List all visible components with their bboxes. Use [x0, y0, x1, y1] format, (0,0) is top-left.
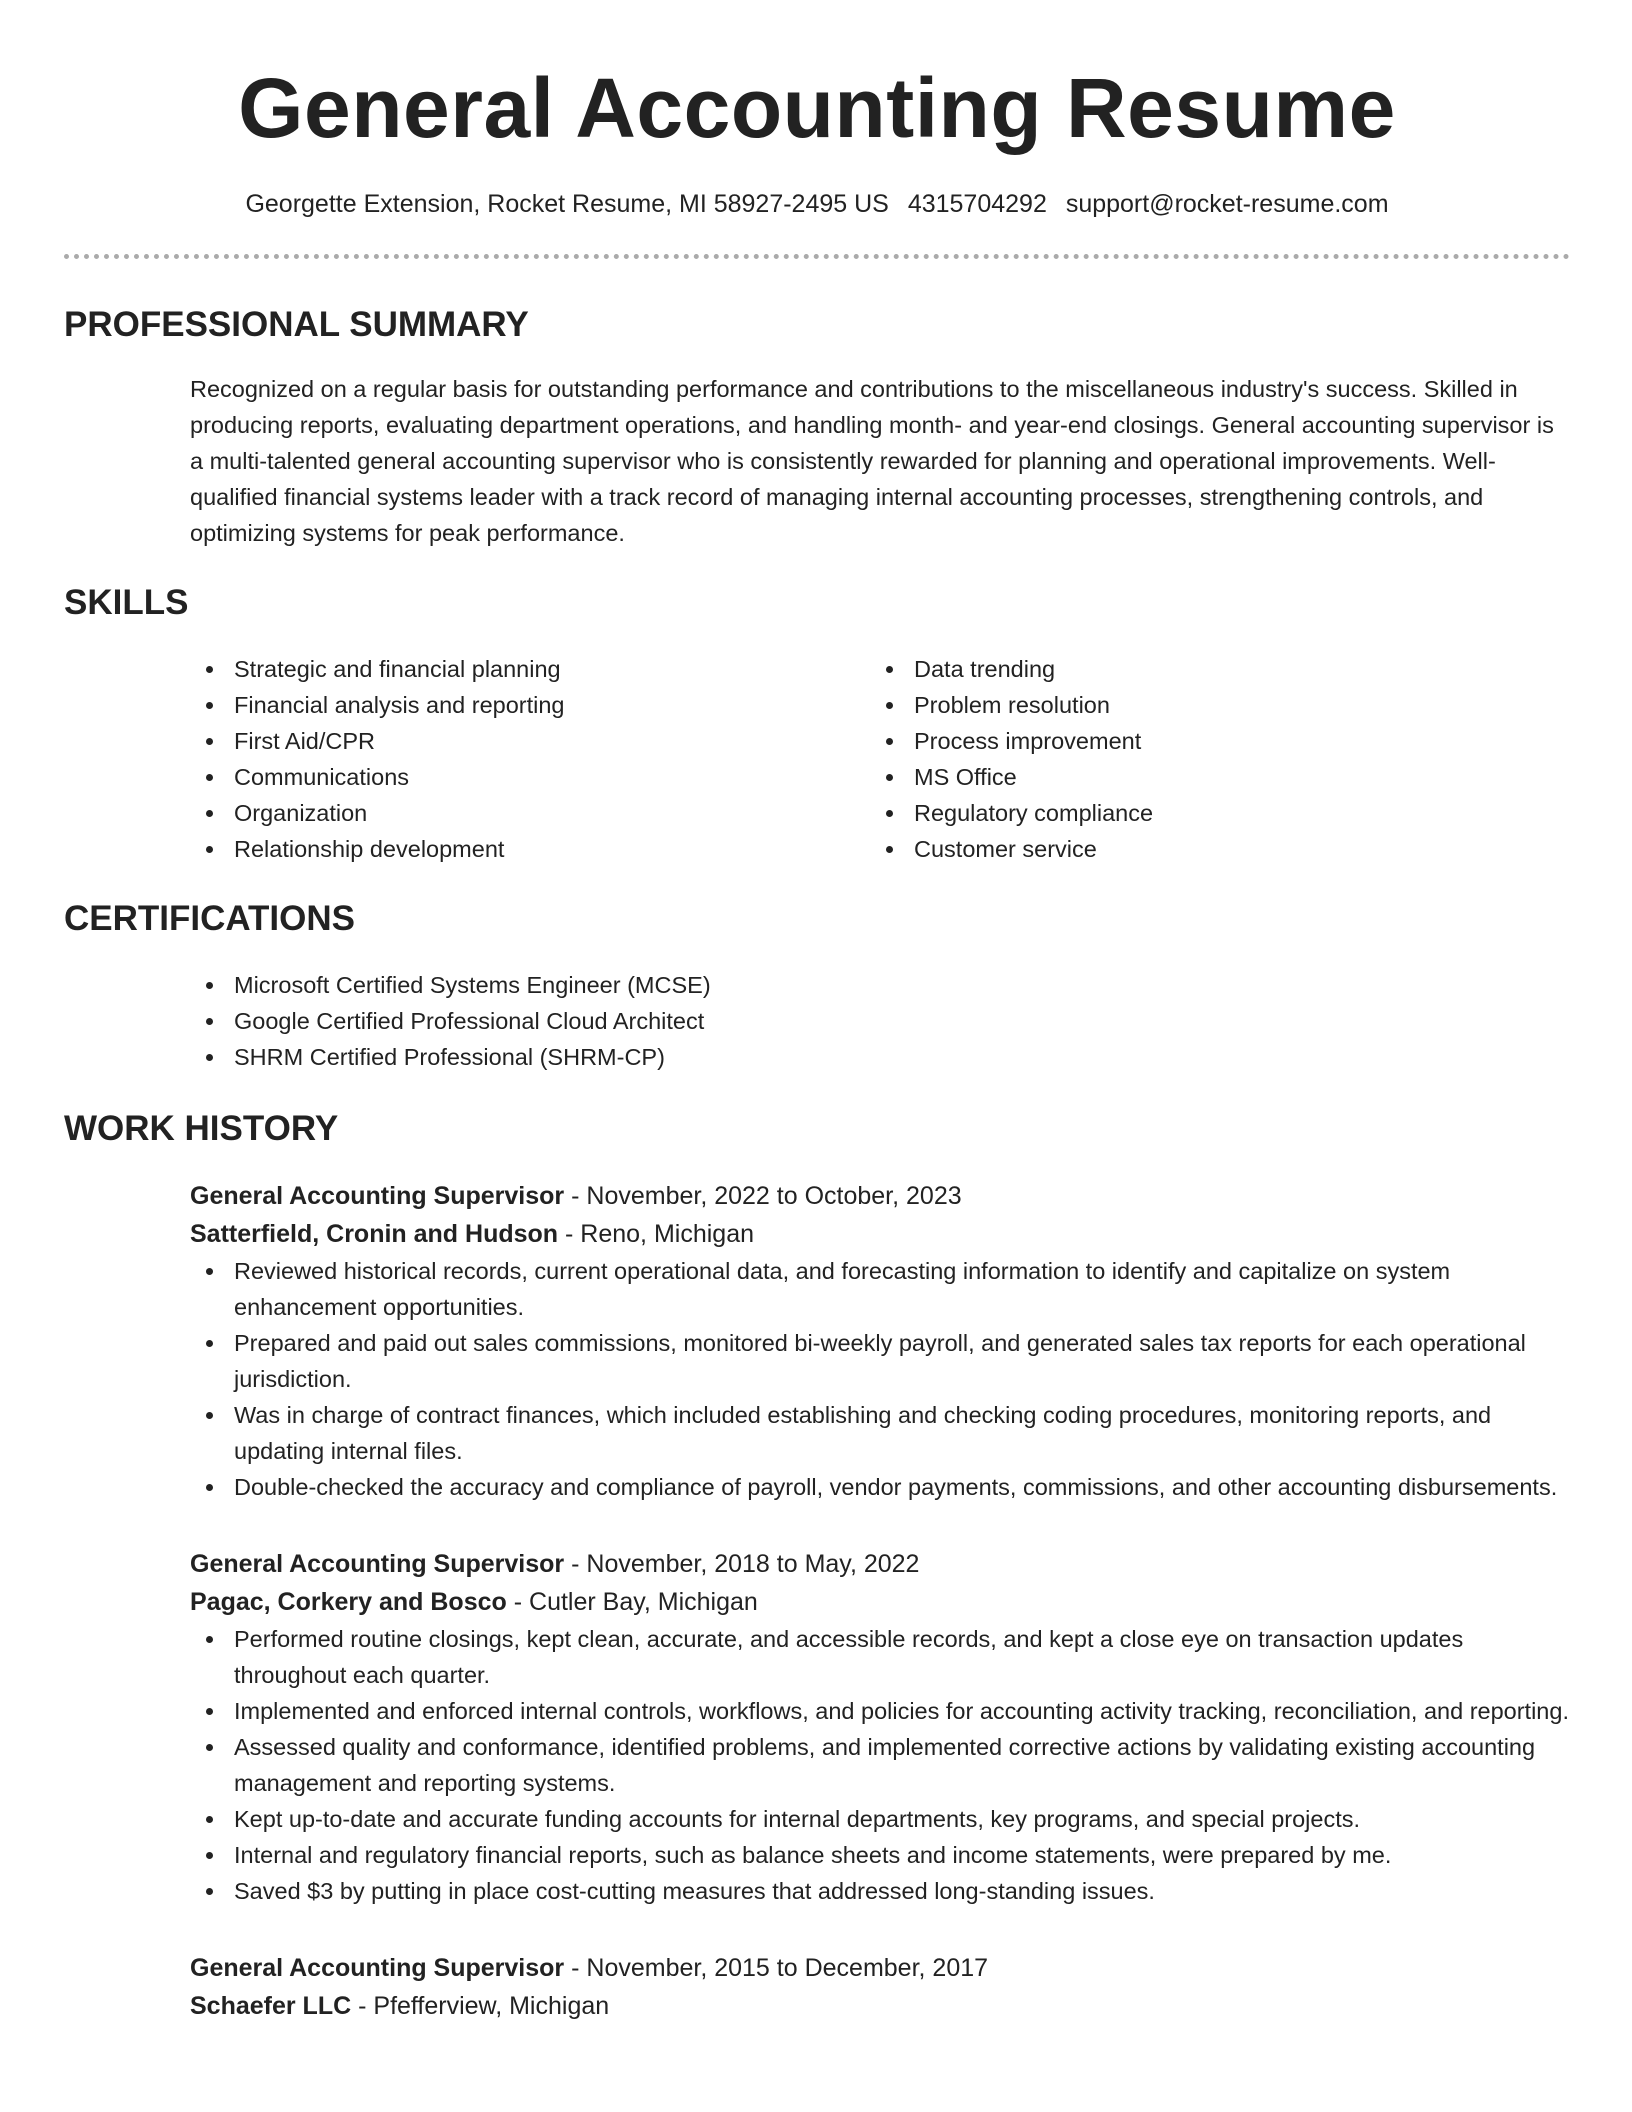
job-dates: - November, 2015 to December, 2017 [564, 1954, 989, 1982]
job-company-line [190, 1987, 1570, 2025]
job-company: Satterfield, Cronin and Hudson [190, 1220, 559, 1248]
job-company: Pagac, Corkery and Bosco [190, 1588, 507, 1616]
job-entry [190, 1949, 1570, 2025]
job-responsibilities [190, 1621, 1570, 1909]
job-title-line [190, 1177, 1570, 1215]
skill-item: Process improvement [870, 723, 1550, 759]
skill-item: Communications [190, 759, 870, 795]
skill-item: Strategic and financial planning [190, 651, 870, 687]
skill-item: Data trending [870, 651, 1550, 687]
job-location: - Reno, Michigan [558, 1220, 755, 1248]
job-bullet: Prepared and paid out sales commissions, monitored bi-weekly payroll, and generated sales tax reports for each operational jurisdiction. [190, 1325, 1570, 1397]
section-title-summary: PROFESSIONAL SUMMARY [64, 305, 529, 344]
job-location: - Pfefferview, Michigan [351, 1992, 610, 2020]
contact-line [64, 188, 1570, 220]
summary-text: Recognized on a regular basis for outstanding performance and contributions to the miscellaneous industry's success. Skilled in producing reports, evaluating department operations, and handling month- and year-end closings. General accounting supervisor is a multi-talented general accounting supervisor who is consistently rewarded for planning and operational improvements. Well-qualified financial systems leader with a track record of managing internal accounting processes, strengthening controls, and optimizing systems for peak performance. [190, 376, 1554, 546]
job-bullet: Kept up-to-date and accurate funding accounts for internal departments, key programs, and special projects. [190, 1801, 1570, 1837]
job-dates: - November, 2022 to October, 2023 [564, 1182, 962, 1210]
job-bullet: Assessed quality and conformance, identified problems, and implemented corrective actions by validating existing accounting management and reporting systems. [190, 1729, 1570, 1801]
job-title-line [190, 1949, 1570, 1987]
job-location: - Cutler Bay, Michigan [506, 1588, 758, 1616]
skill-item: Regulatory compliance [870, 795, 1550, 831]
job-role: General Accounting Supervisor [190, 1954, 565, 1982]
job-bullet: Double-checked the accuracy and compliance of payroll, vendor payments, commissions, and other accounting disbursements. [190, 1469, 1570, 1505]
skills-list [190, 651, 1570, 867]
job-bullet: Saved $3 by putting in place cost-cutting measures that addressed long-standing issues. [190, 1873, 1570, 1909]
job-bullet: Reviewed historical records, current operational data, and forecasting information to identify and capitalize on system enhancement opportunities. [190, 1253, 1570, 1325]
job-entry [190, 1545, 1570, 1909]
header-divider [64, 254, 1570, 259]
resume-page [64, 0, 1570, 2025]
job-dates: - November, 2018 to May, 2022 [564, 1550, 920, 1578]
resume-title: General Accounting Resume [238, 61, 1396, 155]
job-bullet: Internal and regulatory financial reports, such as balance sheets and income statements, were prepared by me. [190, 1837, 1570, 1873]
job-company-line [190, 1215, 1570, 1253]
job-responsibilities [190, 1253, 1570, 1505]
skill-item: First Aid/CPR [190, 723, 870, 759]
certification-item: Google Certified Professional Cloud Architect [190, 1003, 1570, 1039]
job-bullet: Was in charge of contract finances, which included establishing and checking coding procedures, monitoring reports, and updating internal files. [190, 1397, 1570, 1469]
certification-item: Microsoft Certified Systems Engineer (MCSE) [190, 967, 1570, 1003]
skill-item: Relationship development [190, 831, 870, 867]
job-title-line [190, 1545, 1570, 1583]
skill-item: Financial analysis and reporting [190, 687, 870, 723]
job-role: General Accounting Supervisor [190, 1182, 565, 1210]
skills-column-right [870, 651, 1550, 867]
job-entry [190, 1177, 1570, 1505]
skill-item: MS Office [870, 759, 1550, 795]
section-title-work-history: WORK HISTORY [64, 1109, 339, 1148]
job-role: General Accounting Supervisor [190, 1550, 565, 1578]
certification-item: SHRM Certified Professional (SHRM-CP) [190, 1039, 1570, 1075]
contact-phone: 4315704292 [907, 190, 1047, 218]
section-title-skills: SKILLS [64, 583, 189, 622]
skill-item: Organization [190, 795, 870, 831]
contact-address: Georgette Extension, Rocket Resume, MI 58927-2495 US [245, 190, 889, 218]
contact-email: support@rocket-resume.com [1065, 190, 1389, 218]
job-bullet: Performed routine closings, kept clean, accurate, and accessible records, and kept a close eye on transaction updates throughout each quarter. [190, 1621, 1570, 1693]
job-bullet: Implemented and enforced internal controls, workflows, and policies for accounting activity tracking, reconciliation, and reporting. [190, 1693, 1570, 1729]
skills-column-left [190, 651, 870, 867]
skill-item: Problem resolution [870, 687, 1550, 723]
job-company: Schaefer LLC [190, 1992, 352, 2020]
certifications-list [190, 967, 1570, 1075]
section-title-certifications: CERTIFICATIONS [64, 899, 356, 938]
skill-item: Customer service [870, 831, 1550, 867]
job-company-line [190, 1583, 1570, 1621]
